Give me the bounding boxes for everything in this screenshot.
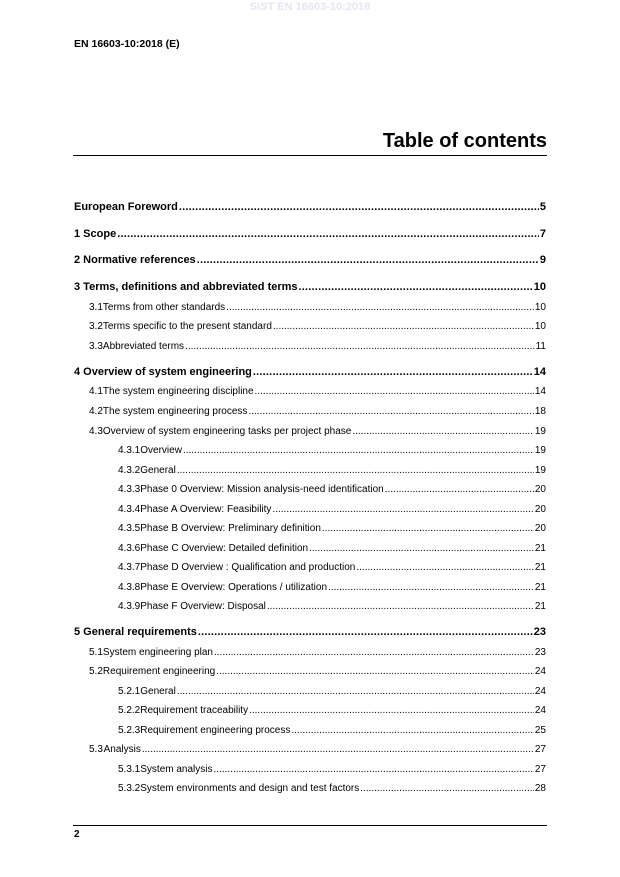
toc-entry-number: 4.3.2 bbox=[118, 465, 141, 476]
dot-leader bbox=[248, 405, 533, 418]
dot-leader bbox=[253, 366, 533, 379]
toc-entry[interactable] bbox=[118, 685, 546, 698]
dot-leader bbox=[214, 763, 534, 776]
toc-entry-page: 19 bbox=[534, 465, 546, 476]
dot-leader bbox=[356, 561, 534, 574]
toc-entry-title: European Foreword bbox=[74, 201, 178, 213]
toc-entry-title: Requirement engineering process bbox=[140, 725, 291, 736]
toc-entry-page: 24 bbox=[534, 705, 546, 716]
toc-entry-number: 4.3.7 bbox=[118, 562, 141, 573]
dot-leader bbox=[214, 646, 534, 659]
toc-entry[interactable] bbox=[89, 320, 546, 333]
toc-entry-page: 9 bbox=[539, 254, 546, 266]
page-title: Table of contents bbox=[382, 130, 547, 152]
toc-entry-title: Requirement traceability bbox=[140, 705, 249, 716]
dot-leader bbox=[299, 281, 533, 294]
toc-entry-page: 21 bbox=[534, 562, 546, 573]
toc-entry-page: 21 bbox=[534, 601, 546, 612]
toc-entry-page: 28 bbox=[534, 783, 546, 794]
toc-entry-title: Overview of system engineering tasks per project phase bbox=[102, 426, 352, 437]
toc-entry[interactable] bbox=[118, 581, 546, 594]
toc-entry[interactable] bbox=[74, 201, 546, 214]
dot-leader bbox=[352, 425, 534, 438]
toc-entry-title: System environments and design and test factors bbox=[140, 783, 360, 794]
toc-entry[interactable] bbox=[118, 782, 546, 795]
toc-entry[interactable] bbox=[118, 542, 546, 555]
toc-entry-number: 3.1 bbox=[89, 302, 103, 313]
toc-entry-title: General bbox=[140, 686, 176, 697]
dot-leader bbox=[328, 581, 534, 594]
toc-entry-title: Phase E Overview: Operations / utilization bbox=[140, 582, 328, 593]
dot-leader bbox=[197, 254, 539, 267]
dot-leader bbox=[291, 724, 534, 737]
toc-entry-number: 5.2.1 bbox=[118, 686, 141, 697]
toc-entry-title: 2 Normative references bbox=[74, 254, 196, 266]
toc-entry[interactable] bbox=[89, 340, 546, 353]
toc-entry-page: 20 bbox=[534, 504, 546, 515]
dot-leader bbox=[360, 782, 534, 795]
toc-entry-page: 25 bbox=[534, 725, 546, 736]
page-number: 2 bbox=[74, 829, 80, 840]
footer-divider bbox=[73, 825, 547, 826]
toc-entry-page: 10 bbox=[534, 302, 546, 313]
toc-entry-title: The system engineering process bbox=[102, 406, 248, 417]
toc-entry-title: System engineering plan bbox=[102, 647, 213, 658]
dot-leader bbox=[385, 483, 534, 496]
toc-entry-page: 19 bbox=[534, 445, 546, 456]
toc-entry-number: 4.3.4 bbox=[118, 504, 141, 515]
toc-entry-number: 4.3.3 bbox=[118, 484, 141, 495]
toc-entry[interactable] bbox=[89, 405, 546, 418]
toc-entry-title: Overview bbox=[140, 445, 182, 456]
toc-entry-title: 1 Scope bbox=[74, 228, 117, 240]
toc-entry-page: 24 bbox=[534, 686, 546, 697]
toc-entry-number: 5.2.2 bbox=[118, 705, 141, 716]
toc-entry-page: 27 bbox=[534, 764, 546, 775]
toc-entry-page: 21 bbox=[534, 543, 546, 554]
dot-leader bbox=[179, 201, 539, 214]
toc-entry-page: 18 bbox=[534, 406, 546, 417]
toc-entry-page: 14 bbox=[533, 366, 546, 378]
toc-entry-page: 21 bbox=[534, 582, 546, 593]
toc-entry-page: 23 bbox=[533, 626, 546, 638]
toc-entry-title: Terms specific to the present standard bbox=[102, 321, 272, 332]
toc-entry[interactable] bbox=[118, 503, 546, 516]
toc-entry-title: Phase C Overview: Detailed definition bbox=[140, 543, 309, 554]
toc-entry-number: 4.2 bbox=[89, 406, 103, 417]
toc-entry-page: 23 bbox=[534, 647, 546, 658]
dot-leader bbox=[309, 542, 534, 555]
dot-leader bbox=[183, 444, 534, 457]
toc-entry-number: 4.3.5 bbox=[118, 523, 141, 534]
toc-entry[interactable] bbox=[74, 281, 546, 294]
dot-leader bbox=[249, 704, 534, 717]
dot-leader bbox=[185, 340, 535, 353]
toc-entry[interactable] bbox=[89, 665, 546, 678]
dot-leader bbox=[142, 743, 534, 756]
toc-entry[interactable] bbox=[74, 366, 546, 379]
toc-entry[interactable] bbox=[118, 600, 546, 613]
toc-entry-number: 5.3 bbox=[89, 744, 103, 755]
toc-entry[interactable] bbox=[118, 763, 546, 776]
toc-entry-number: 5.1 bbox=[89, 647, 103, 658]
toc-entry[interactable] bbox=[118, 704, 546, 717]
toc-entry-number: 4.3.8 bbox=[118, 582, 141, 593]
toc-entry[interactable] bbox=[89, 301, 546, 314]
toc-entry[interactable] bbox=[118, 522, 546, 535]
toc-entry[interactable] bbox=[74, 254, 546, 267]
toc-entry-number: 5.3.1 bbox=[118, 764, 141, 775]
toc-entry[interactable] bbox=[89, 743, 546, 756]
toc-entry-number: 3.3 bbox=[89, 341, 103, 352]
dot-leader bbox=[226, 301, 534, 314]
toc-entry-number: 5.3.2 bbox=[118, 783, 141, 794]
dot-leader bbox=[216, 665, 534, 678]
dot-leader bbox=[272, 503, 533, 516]
toc-entry-page: 14 bbox=[534, 386, 546, 397]
toc-entry-title: Phase D Overview : Qualification and production bbox=[140, 562, 356, 573]
toc-entry-title: Phase F Overview: Disposal bbox=[140, 601, 266, 612]
toc-entry[interactable] bbox=[89, 646, 546, 659]
dot-leader bbox=[177, 464, 534, 477]
toc-entry-page: 11 bbox=[535, 341, 546, 352]
toc-entry-page: 10 bbox=[534, 321, 546, 332]
toc-entry-page: 20 bbox=[534, 523, 546, 534]
toc-entry[interactable] bbox=[118, 724, 546, 737]
toc-entry-title: 5 General requirements bbox=[74, 626, 197, 638]
toc-entry-number: 3.2 bbox=[89, 321, 103, 332]
dot-leader bbox=[117, 228, 539, 241]
toc-entry-number: 5.2 bbox=[89, 666, 103, 677]
toc-entry-page: 10 bbox=[533, 281, 546, 293]
toc-entry-title: 4 Overview of system engineering bbox=[74, 366, 252, 378]
toc-entry-title: Terms from other standards bbox=[102, 302, 226, 313]
dot-leader bbox=[322, 522, 534, 535]
toc-entry-title: 3 Terms, definitions and abbreviated terms bbox=[74, 281, 298, 293]
watermark: SIST EN 16603-10:2018 bbox=[249, 1, 371, 13]
toc-entry[interactable] bbox=[118, 561, 546, 574]
toc-entry[interactable] bbox=[89, 425, 546, 438]
toc-entry[interactable] bbox=[118, 464, 546, 477]
toc-entry[interactable] bbox=[89, 385, 546, 398]
toc-entry-title: Analysis bbox=[103, 744, 141, 755]
toc-entry-page: 24 bbox=[534, 666, 546, 677]
title-divider bbox=[73, 155, 547, 156]
toc-entry[interactable] bbox=[74, 626, 546, 639]
dot-leader bbox=[255, 385, 534, 398]
toc-entry-number: 4.3.9 bbox=[118, 601, 141, 612]
toc-entry-number: 4.1 bbox=[89, 386, 103, 397]
toc-entry-title: Abbreviated terms bbox=[102, 341, 185, 352]
toc-entry-title: General bbox=[140, 465, 176, 476]
toc-entry[interactable] bbox=[118, 483, 546, 496]
dot-leader bbox=[198, 626, 533, 639]
dot-leader bbox=[273, 320, 534, 333]
document-id: EN 16603-10:2018 (E) bbox=[74, 38, 180, 50]
toc-entry[interactable] bbox=[74, 228, 546, 241]
toc-entry[interactable] bbox=[118, 444, 546, 457]
toc-entry-title: The system engineering discipline bbox=[102, 386, 254, 397]
dot-leader bbox=[177, 685, 534, 698]
toc-entry-title: Phase 0 Overview: Mission analysis-need identification bbox=[140, 484, 384, 495]
toc-entry-title: Phase B Overview: Preliminary definition bbox=[140, 523, 321, 534]
toc-entry-number: 5.2.3 bbox=[118, 725, 141, 736]
toc-entry-title: System analysis bbox=[140, 764, 213, 775]
toc-entry-page: 5 bbox=[539, 201, 546, 213]
toc-entry-page: 7 bbox=[539, 228, 546, 240]
toc-entry-title: Phase A Overview: Feasibility bbox=[140, 504, 272, 515]
toc-entry-title: Requirement engineering bbox=[102, 666, 216, 677]
dot-leader bbox=[267, 600, 534, 613]
toc-entry-page: 19 bbox=[534, 426, 546, 437]
toc-entry-page: 27 bbox=[534, 744, 546, 755]
toc-entry-number: 4.3.1 bbox=[118, 445, 141, 456]
toc-entry-page: 20 bbox=[534, 484, 546, 495]
toc-entry-number: 4.3 bbox=[89, 426, 103, 437]
toc-entry-number: 4.3.6 bbox=[118, 543, 141, 554]
